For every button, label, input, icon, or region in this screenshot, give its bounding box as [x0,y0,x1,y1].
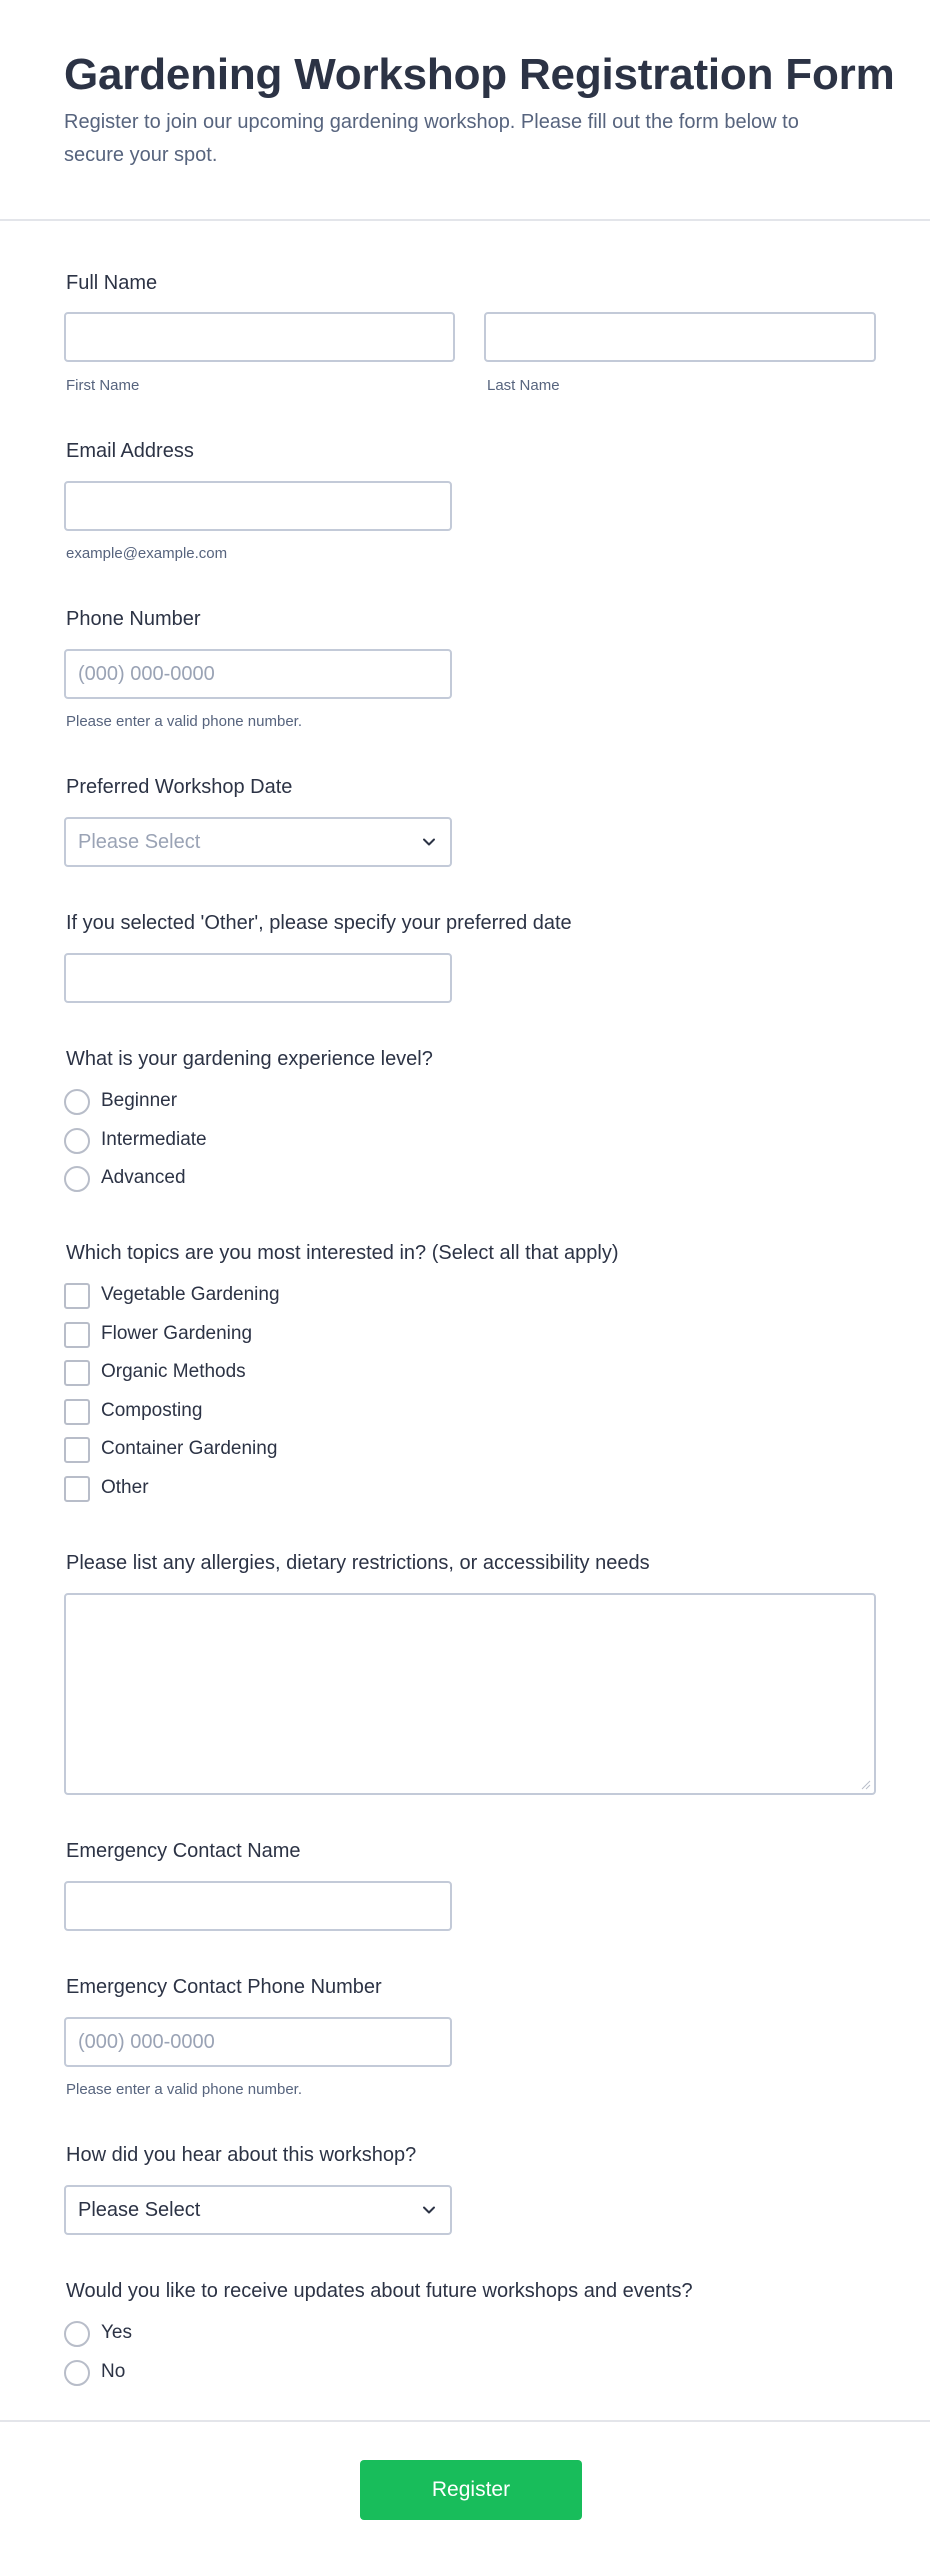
checkbox[interactable] [64,1399,90,1425]
radio-circle[interactable] [64,1166,90,1192]
checkbox[interactable] [64,1360,90,1386]
last-name-input[interactable] [484,312,876,362]
updates-label: Would you like to receive updates about future workshops and events? [66,2280,693,2302]
chevron-down-icon [422,2203,436,2217]
emergency-phone-label: Emergency Contact Phone Number [66,1976,382,1998]
referral-select[interactable] [64,2185,452,2235]
checkbox[interactable] [64,1437,90,1463]
chevron-down-icon [422,835,436,849]
preferred-date-selected: Please Select [78,831,201,853]
emergency-phone-input[interactable] [64,2017,452,2067]
phone-label: Phone Number [66,608,201,630]
email-label: Email Address [66,440,194,462]
allergies-textarea[interactable] [64,1593,876,1795]
email-input[interactable] [64,481,452,531]
checkbox-label: Composting [101,1400,203,1421]
first-name-sublabel: First Name [66,377,140,394]
preferred-date-label: Preferred Workshop Date [66,776,293,798]
emergency-name-input[interactable] [64,1881,452,1931]
preferred-date-select[interactable] [64,817,452,867]
phone-sublabel: Please enter a valid phone number. [66,713,302,730]
resize-grip-icon[interactable] [861,1780,871,1790]
email-sublabel: example@example.com [66,545,228,562]
checkbox[interactable] [64,1283,90,1309]
radio-label: Yes [101,2322,132,2343]
checkbox-label: Container Gardening [101,1438,278,1459]
first-name-input[interactable] [64,312,455,362]
checkbox[interactable] [64,1322,90,1348]
referral-selected: Please Select [78,2199,201,2221]
phone-input[interactable] [64,649,452,699]
radio-label: Advanced [101,1167,186,1188]
full-name-label: Full Name [66,272,158,294]
allergies-label: Please list any allergies, dietary restrictions, or accessibility needs [66,1552,650,1574]
radio-circle[interactable] [64,1128,90,1154]
topics-label: Which topics are you most interested in? (Select all that apply) [66,1242,619,1264]
experience-label: What is your gardening experience level? [66,1048,433,1070]
page-title: Gardening Workshop Registration Form [64,50,895,99]
checkbox[interactable] [64,1476,90,1502]
radio-circle[interactable] [64,2360,90,2386]
form-header [0,0,930,221]
page-description: Register to join our upcoming gardening workshop. Please fill out the form below to secure your spot. [64,111,799,166]
other-date-input[interactable] [64,953,452,1003]
emergency-name-label: Emergency Contact Name [66,1840,301,1862]
register-button[interactable]: Register [360,2460,582,2520]
radio-label: No [101,2361,126,2382]
radio-circle[interactable] [64,2321,90,2347]
form-footer [0,2420,930,2567]
checkbox-label: Flower Gardening [101,1323,253,1344]
radio-label: Beginner [101,1090,178,1111]
checkbox-label: Vegetable Gardening [101,1284,280,1305]
radio-circle[interactable] [64,1089,90,1115]
other-date-label: If you selected 'Other', please specify your preferred date [66,912,572,934]
checkbox-label: Other [101,1477,149,1498]
last-name-sublabel: Last Name [487,377,560,394]
emergency-phone-sublabel: Please enter a valid phone number. [66,2081,302,2098]
referral-label: How did you hear about this workshop? [66,2144,417,2166]
radio-label: Intermediate [101,1129,207,1150]
checkbox-label: Organic Methods [101,1361,246,1382]
